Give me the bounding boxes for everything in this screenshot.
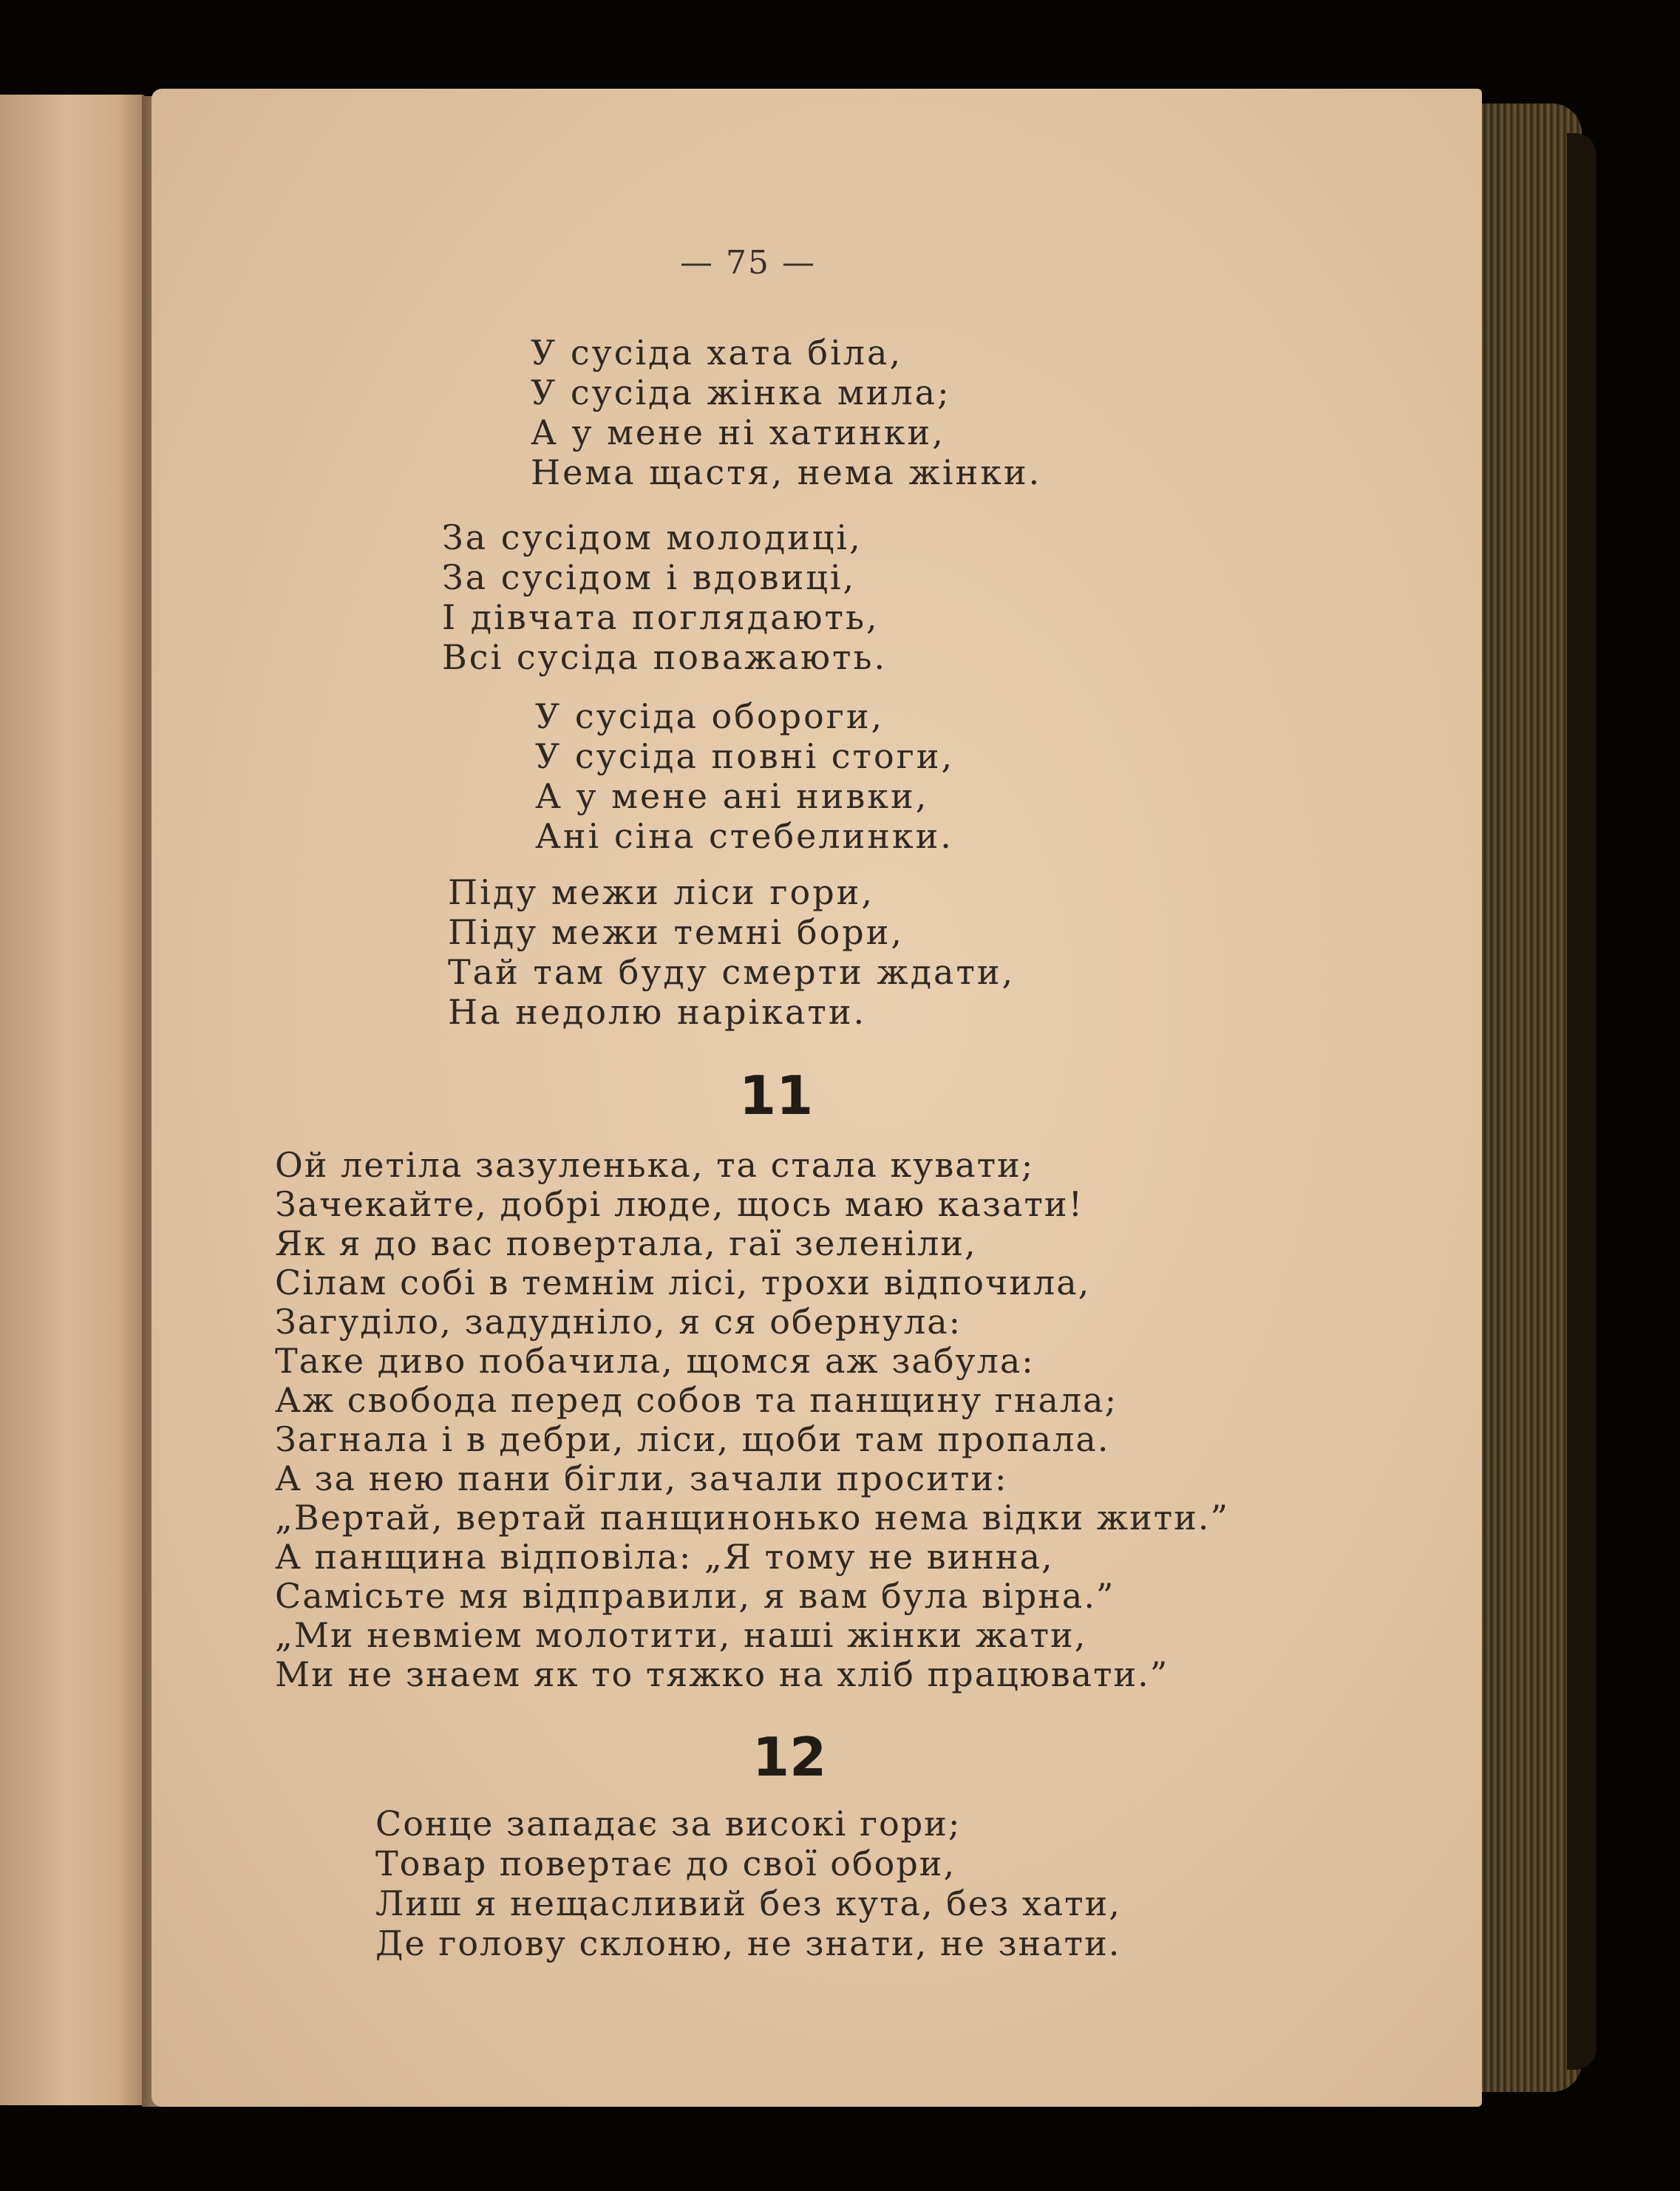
verse-line: Нема щастя, нема жінки. — [531, 452, 1042, 492]
verse-line: Таке диво побачила, щомся аж забула: — [275, 1341, 1035, 1381]
song-number-11: 11 — [739, 1064, 814, 1127]
stanza-4 — [448, 872, 1015, 1032]
verse-line: Загуділо, задудніло, я ся обернула: — [275, 1302, 962, 1342]
book-edge-shadow — [1567, 133, 1596, 2070]
stanza-2 — [442, 517, 887, 677]
verse-line: На недолю нарікати. — [448, 992, 867, 1032]
verse-line: А за нею пани бігли, зачали просити: — [275, 1458, 1008, 1498]
verse-line: У сусіда обороги, — [535, 696, 885, 736]
stanza-1 — [531, 333, 1041, 492]
verse-line: У сусіда жінка мила; — [531, 373, 951, 412]
verse-line: У сусіда хата біла, — [531, 333, 903, 373]
verse-line: Сілам собі в темнім лісі, трохи відпочила, — [275, 1263, 1091, 1302]
verse-line: Ані сіна стебелинки. — [535, 816, 953, 856]
song-12-text — [375, 1804, 1121, 1963]
verse-line: За сусідом молодиці, — [442, 517, 863, 557]
verse-line: Ой летіла зазуленька, та стала кувати; — [275, 1145, 1035, 1185]
verse-line: „Вертай, вертай панщинонько нема відки жити.” — [275, 1498, 1229, 1538]
verse-line: Сонце западає за високі гори; — [375, 1804, 962, 1844]
verse-line: І дівчата поглядають, — [442, 597, 880, 637]
verse-line: Піду межи темні бори, — [448, 912, 904, 952]
page-edges — [1471, 103, 1582, 2092]
verse-line: Всі сусіда поважають. — [442, 637, 888, 677]
verse-line: У сусіда повні стоги, — [535, 736, 955, 776]
song-number-12: 12 — [752, 1726, 827, 1788]
stanza-3 — [535, 696, 954, 856]
verse-line: Зачекайте, добрі люде, щось маю казати! — [275, 1184, 1084, 1224]
verse-line: Тай там буду смерти ждати, — [448, 952, 1016, 992]
page-number: — 75 — — [680, 244, 816, 282]
verse-line: Лиш я нещасливий без кута, без хати, — [375, 1883, 1121, 1923]
verse-line: Як я до вас повертала, гаї зеленіли, — [275, 1223, 977, 1263]
verse-line: Товар повертає до свої обори, — [375, 1844, 956, 1883]
verse-line: За сусідом і вдовиці, — [442, 557, 857, 597]
verse-line: „Ми невміем молотити, наші жінки жати, — [275, 1615, 1087, 1655]
verse-line: Самісьте мя відправили, я вам була вірна.” — [275, 1576, 1115, 1616]
verse-line: Аж свобода перед собов та панщину гнала; — [275, 1380, 1118, 1420]
verse-line: А у мене ні хатинки, — [531, 412, 945, 452]
verse-line: А у мене ані нивки, — [535, 776, 929, 816]
verse-line: Загнала і в дебри, ліси, щоби там пропала. — [275, 1419, 1110, 1459]
verse-line: Піду межи ліси гори, — [448, 872, 874, 912]
left-page — [0, 95, 148, 2105]
song-11-text — [275, 1146, 1229, 1694]
verse-line: А панщина відповіла: „Я тому не винна, — [275, 1537, 1054, 1577]
verse-line: Ми не знаем як то тяжко на хліб працювати.” — [275, 1654, 1169, 1694]
verse-line: Де голову склоню, не знати, не знати. — [375, 1923, 1121, 1963]
